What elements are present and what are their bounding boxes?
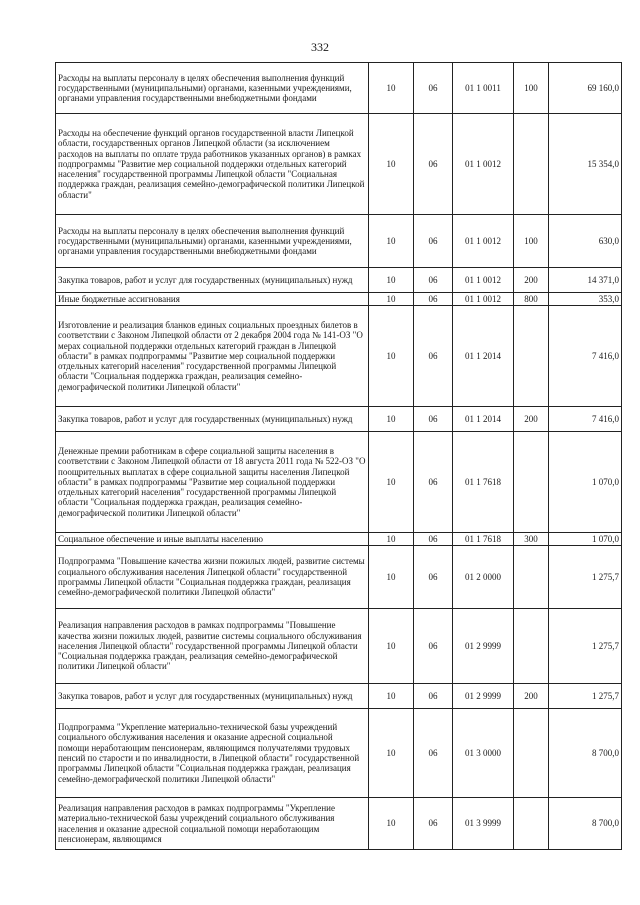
row-amount: 14 371,0 <box>549 268 622 293</box>
row-subsection: 06 <box>414 407 453 432</box>
row-target-article: 01 3 0000 <box>453 709 514 798</box>
row-target-article: 01 1 0012 <box>453 268 514 293</box>
row-subsection: 06 <box>414 114 453 215</box>
table-row <box>56 114 622 215</box>
row-amount: 8 700,0 <box>549 798 622 850</box>
row-expense-type <box>514 306 549 407</box>
row-section: 10 <box>369 609 414 684</box>
table-row <box>56 798 622 850</box>
row-expense-type: 800 <box>514 293 549 306</box>
row-section: 10 <box>369 114 414 215</box>
row-expense-type: 100 <box>514 215 549 268</box>
row-section: 10 <box>369 546 414 609</box>
row-target-article: 01 1 0012 <box>453 293 514 306</box>
row-subsection: 06 <box>414 709 453 798</box>
row-subsection: 06 <box>414 268 453 293</box>
row-subsection: 06 <box>414 798 453 850</box>
row-subsection: 06 <box>414 306 453 407</box>
row-subsection: 06 <box>414 293 453 306</box>
row-description: Денежные премии работникам в сфере социальной защиты населения в соответствии с Законом Липецкой области от 18 августа 2011 года № 522-ОЗ "О поощрительных выплатах в сфере социальной защиты населения Липецкой области" в рамках подпрограммы "Развитие мер социальной поддержки отдельных категорий населения" государственной программы Липецкой области "Социальная поддержка граждан, реализация семейно-демографической политики Липецкой области" <box>56 432 369 533</box>
row-subsection: 06 <box>414 546 453 609</box>
row-expense-type: 100 <box>514 63 549 114</box>
row-section: 10 <box>369 798 414 850</box>
budget-table <box>55 62 622 850</box>
table-row <box>56 533 622 546</box>
row-amount: 1 070,0 <box>549 432 622 533</box>
table-row <box>56 432 622 533</box>
table-row <box>56 684 622 709</box>
row-expense-type: 200 <box>514 407 549 432</box>
row-subsection: 06 <box>414 609 453 684</box>
table-row <box>56 407 622 432</box>
row-section: 10 <box>369 215 414 268</box>
table-row <box>56 609 622 684</box>
row-description: Расходы на обеспечение функций органов государственной власти Липецкой области, государственных органов Липецкой области (за исключением расходов на выплаты по оплате труда работников указанных органов) в рамках подпрограммы "Развитие мер социальной поддержки отдельных категорий населения" государственной программы Липецкой области "Социальная поддержка граждан, реализация семейно-демографической политики Липецкой области" <box>56 114 369 215</box>
row-description: Расходы на выплаты персоналу в целях обеспечения выполнения функций государственными (муниципальными) органами, казенными учреждениями, органами управления государственными внебюджетными фондами <box>56 63 369 114</box>
row-section: 10 <box>369 533 414 546</box>
row-target-article: 01 1 7618 <box>453 533 514 546</box>
row-amount: 1 275,7 <box>549 609 622 684</box>
row-amount: 15 354,0 <box>549 114 622 215</box>
row-description: Расходы на выплаты персоналу в целях обеспечения выполнения функций государственными (муниципальными) органами, казенными учреждениями, органами управления государственными внебюджетными фондами <box>56 215 369 268</box>
row-description: Реализация направления расходов в рамках подпрограммы "Повышение качества жизни пожилых людей, развитие системы социального обслуживания населения Липецкой области" государственной программы Липецкой области "Социальная поддержка граждан, реализация семейно-демографической политики Липецкой области" <box>56 609 369 684</box>
row-amount: 1 275,7 <box>549 684 622 709</box>
row-target-article: 01 2 0000 <box>453 546 514 609</box>
row-expense-type <box>514 546 549 609</box>
row-description: Закупка товаров, работ и услуг для государственных (муниципальных) нужд <box>56 407 369 432</box>
table-row <box>56 709 622 798</box>
row-target-article: 01 1 7618 <box>453 432 514 533</box>
row-expense-type <box>514 432 549 533</box>
row-amount: 69 160,0 <box>549 63 622 114</box>
row-subsection: 06 <box>414 215 453 268</box>
row-amount: 630,0 <box>549 215 622 268</box>
table-row <box>56 306 622 407</box>
row-amount: 7 416,0 <box>549 407 622 432</box>
row-description: Социальное обеспечение и иные выплаты населению <box>56 533 369 546</box>
row-expense-type <box>514 609 549 684</box>
row-target-article: 01 1 0011 <box>453 63 514 114</box>
row-target-article: 01 2 9999 <box>453 609 514 684</box>
row-expense-type: 200 <box>514 684 549 709</box>
table-row <box>56 268 622 293</box>
row-section: 10 <box>369 63 414 114</box>
row-description: Закупка товаров, работ и услуг для государственных (муниципальных) нужд <box>56 268 369 293</box>
row-section: 10 <box>369 407 414 432</box>
row-expense-type: 300 <box>514 533 549 546</box>
row-subsection: 06 <box>414 63 453 114</box>
row-amount: 8 700,0 <box>549 709 622 798</box>
row-amount: 1 275,7 <box>549 546 622 609</box>
table-row <box>56 293 622 306</box>
row-section: 10 <box>369 684 414 709</box>
row-target-article: 01 2 9999 <box>453 684 514 709</box>
row-description: Закупка товаров, работ и услуг для государственных (муниципальных) нужд <box>56 684 369 709</box>
row-expense-type: 200 <box>514 268 549 293</box>
row-description: Изготовление и реализация бланков единых социальных проездных билетов в соответствии с Законом Липецкой области от 2 декабря 2004 года № 141-ОЗ "О мерах социальной поддержки отдельных категорий граждан в Липецкой области" в рамках подпрограммы "Развитие мер социальной поддержки отдельных категорий населения" государственной программы Липецкой области "Социальная поддержка граждан, реализация семейно-демографической политики Липецкой области" <box>56 306 369 407</box>
row-section: 10 <box>369 432 414 533</box>
row-target-article: 01 3 9999 <box>453 798 514 850</box>
row-subsection: 06 <box>414 684 453 709</box>
row-target-article: 01 1 2014 <box>453 306 514 407</box>
row-description: Подпрограмма "Повышение качества жизни пожилых людей, развитие системы социального обслуживания населения Липецкой области" государственной программы Липецкой области "Социальная поддержка граждан, реализация семейно-демографической политики Липецкой области" <box>56 546 369 609</box>
table-row <box>56 215 622 268</box>
row-target-article: 01 1 0012 <box>453 215 514 268</box>
table-row <box>56 546 622 609</box>
page-number: 332 <box>311 40 329 54</box>
row-section: 10 <box>369 306 414 407</box>
row-description: Реализация направления расходов в рамках подпрограммы "Укрепление материально-технической базы учреждений социального обслуживания населения и оказание адресной социальной помощи неработающим пенсионерам, являющимся <box>56 798 369 850</box>
row-section: 10 <box>369 268 414 293</box>
row-subsection: 06 <box>414 432 453 533</box>
row-target-article: 01 1 0012 <box>453 114 514 215</box>
row-section: 10 <box>369 293 414 306</box>
row-description: Подпрограмма "Укрепление материально-технической базы учреждений социального обслуживания населения и оказание адресной социальной помощи неработающим пенсионерам, являющимся получателями трудовых пенсий по старости и по инвалидности, в Липецкой области" государственной программы Липецкой области "Социальная поддержка граждан, реализация семейно-демографической политики Липецкой области" <box>56 709 369 798</box>
row-subsection: 06 <box>414 533 453 546</box>
row-amount: 1 070,0 <box>549 533 622 546</box>
row-description: Иные бюджетные ассигнования <box>56 293 369 306</box>
row-amount: 353,0 <box>549 293 622 306</box>
table-row <box>56 63 622 114</box>
row-amount: 7 416,0 <box>549 306 622 407</box>
row-expense-type <box>514 709 549 798</box>
row-expense-type <box>514 798 549 850</box>
row-section: 10 <box>369 709 414 798</box>
row-expense-type <box>514 114 549 215</box>
row-target-article: 01 1 2014 <box>453 407 514 432</box>
